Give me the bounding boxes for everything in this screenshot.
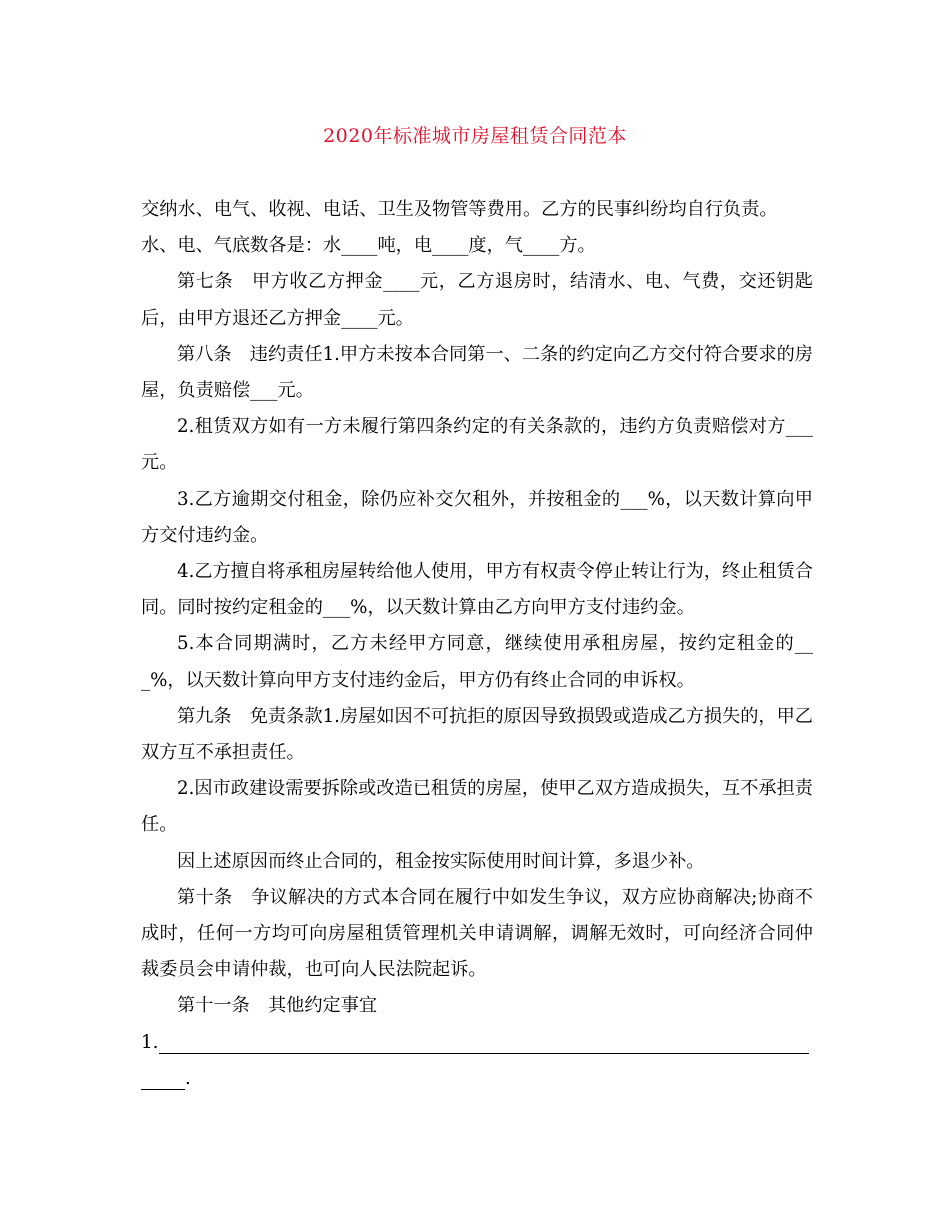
paragraph: 3.乙方逾期交付租金，除仍应补交欠租外，并按租金的___%，以天数计算向甲方交付违约金。 xyxy=(141,488,813,546)
blank-underline xyxy=(159,1053,809,1054)
fill-item-end: . xyxy=(185,1067,191,1089)
fill-in-line xyxy=(141,1025,813,1061)
document-body xyxy=(141,192,813,1097)
paragraph: 因上述原因而终止合同的，租金按实际使用时间计算，多退少补。 xyxy=(177,850,705,872)
fill-item-number: 1. xyxy=(141,1031,159,1053)
fill-in-line-continuation xyxy=(141,1061,813,1097)
paragraph: 水、电、气底数各是：水____吨，电____度，气____方。 xyxy=(141,235,596,257)
paragraph-article-11: 第十一条 其他约定事宜 xyxy=(177,995,378,1017)
paragraph-article-7: 第七条 甲方收乙方押金____元，乙方退房时，结清水、电、气费，交还钥匙后，由甲方退还乙方押金____元。 xyxy=(141,271,813,329)
paragraph: 交纳水、电气、收视、电话、卫生及物管等费用。乙方的民事纠纷均自行负责。 xyxy=(141,199,778,220)
paragraph: 4.乙方擅自将承租房屋转给他人使用，甲方有权责令停止转让行为，终止租赁合同。同时按约定租金的___%，以天数计算由乙方向甲方支付违约金。 xyxy=(141,561,813,619)
paragraph: 2.租赁双方如有一方未履行第四条约定的有关条款的，违约方负责赔偿对方___元。 xyxy=(141,416,813,474)
paragraph-article-9: 第九条 免责条款1.房屋如因不可抗拒的原因导致损毁或造成乙方损失的，甲乙双方互不承担责任。 xyxy=(141,705,813,764)
paragraph: 2.因市政建设需要拆除或改造已租赁的房屋，使甲乙双方造成损失，互不承担责任。 xyxy=(141,778,813,836)
paragraph: 5.本合同期满时，乙方未经甲方同意，继续使用承租房屋，按约定租金的___%，以天数计算向甲方支付违约金后，甲方仍有终止合同的申诉权。 xyxy=(141,633,813,691)
paragraph-article-10: 第十条 争议解决的方式本合同在履行中如发生争议，双方应协商解决;协商不成时，任何一方均可向房屋租赁管理机关申请调解，调解无效时，可向经济合同仲裁委员会申请仲裁，也可向人民法院起诉。 xyxy=(141,886,813,981)
blank-underline xyxy=(141,1089,185,1090)
paragraph-article-8: 第八条 违约责任1.甲方未按本合同第一、二条的约定向乙方交付符合要求的房屋，负责赔偿___元。 xyxy=(141,343,813,402)
document-title: 2020年标准城市房屋租赁合同范本 xyxy=(323,125,627,147)
